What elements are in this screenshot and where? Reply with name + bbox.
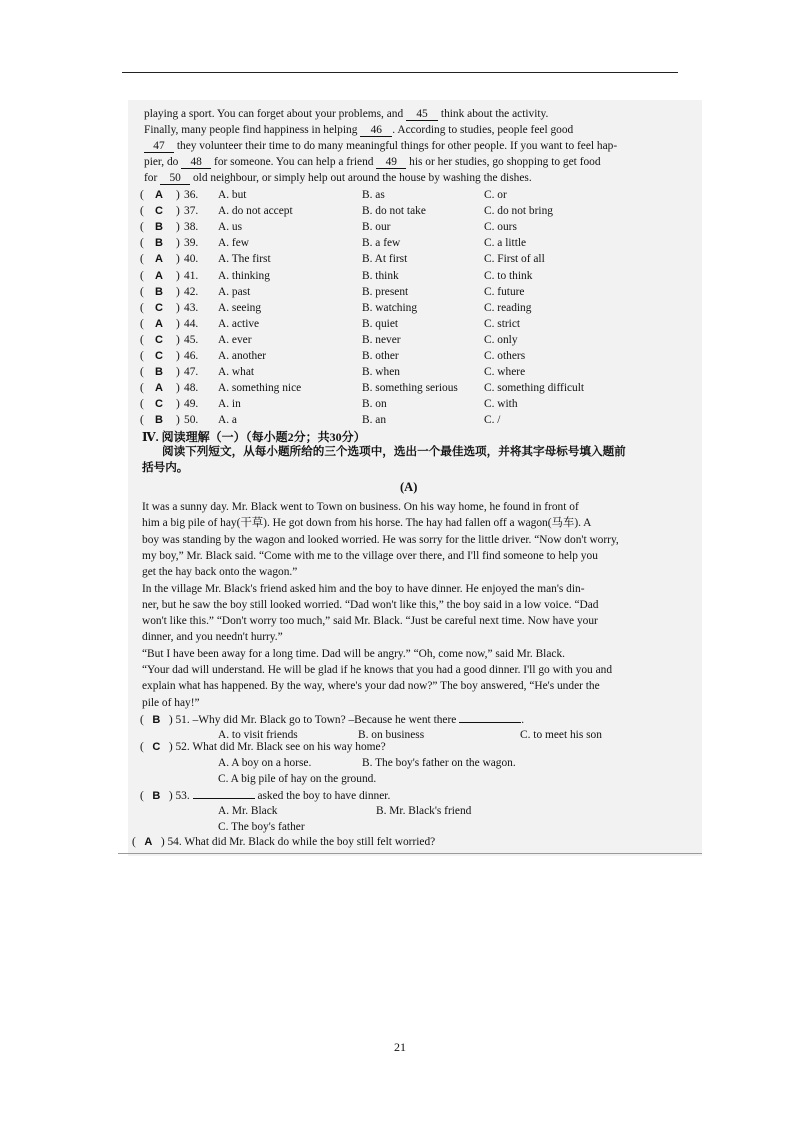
- open-paren: (: [140, 189, 144, 201]
- option-b: B. our: [362, 221, 391, 234]
- answer-letter: A: [144, 836, 153, 848]
- open-paren: (: [132, 836, 145, 848]
- option-b: B. At first: [362, 253, 408, 266]
- answer-letter: C: [155, 350, 163, 362]
- reading-line: It was a sunny day. Mr. Black went to Town on business. On his way home, he found in front of: [142, 501, 579, 513]
- open-paren: (: [140, 221, 144, 234]
- passage-label: (A): [400, 480, 418, 494]
- reading-line: won't like this.” “Don't worry too much,” said Mr. Black. “Just be careful next time. Now have your: [142, 615, 598, 628]
- close-paren: ): [176, 285, 180, 298]
- option-a: A. but: [218, 189, 247, 201]
- option-b: B. other: [362, 350, 399, 362]
- question-number: 47.: [184, 366, 199, 379]
- question-number: 44.: [184, 317, 199, 330]
- blank-46: 46: [360, 124, 392, 137]
- answer-letter: A: [155, 382, 163, 395]
- option-a: A. The first: [218, 253, 271, 266]
- open-paren: (: [140, 317, 144, 330]
- option-a: A. seeing: [218, 301, 262, 314]
- option-b: B. as: [362, 189, 385, 201]
- close-paren: ): [176, 366, 180, 379]
- option-a: A. a: [218, 414, 237, 427]
- open-paren: (: [140, 253, 144, 266]
- question-number: 46.: [184, 350, 199, 362]
- option-c: C. ours: [484, 221, 517, 234]
- option-c: C. First of all: [484, 253, 545, 266]
- close-paren: ): [176, 269, 180, 282]
- option: A. to visit friends: [218, 729, 298, 741]
- option: C. A big pile of hay on the ground.: [218, 773, 377, 785]
- option-a: A. something nice: [218, 382, 302, 395]
- reading-line: boy was standing by the wagon and looked worried. He was sorry for the little driver. “Now don't worry,: [142, 533, 619, 546]
- option-b: B. when: [362, 366, 400, 379]
- option: C. to meet his son: [520, 729, 602, 741]
- question-number: 50.: [184, 414, 199, 427]
- question-stem: 53.: [175, 790, 190, 802]
- answer-letter: B: [155, 414, 163, 427]
- reading-line: get the hay back onto the wagon.”: [142, 566, 298, 579]
- answer-letter: C: [155, 205, 163, 218]
- question-stem: 54. What did Mr. Black do while the boy still felt worried?: [167, 836, 436, 848]
- answer-letter: C: [155, 301, 163, 314]
- option-c: C. or: [484, 189, 507, 201]
- option-a: A. another: [218, 350, 267, 362]
- option: B. Mr. Black's friend: [376, 805, 472, 817]
- question-number: 39.: [184, 237, 199, 250]
- option-b: B. on: [362, 398, 387, 411]
- open-paren: (: [140, 790, 153, 802]
- question-number: 48.: [184, 382, 199, 395]
- reading-line: “Your dad will understand. He will be glad if he knows that you had a good dinner. I'll go with you and: [142, 664, 613, 676]
- blank-47: 47: [144, 140, 174, 153]
- question-number: 45.: [184, 333, 199, 346]
- option-c: C. reading: [484, 301, 532, 314]
- close-paren: ): [152, 836, 168, 848]
- open-paren: (: [140, 237, 144, 250]
- option: A. A boy on a horse.: [218, 757, 312, 769]
- blank-50: 50: [160, 172, 190, 185]
- close-paren: ): [176, 398, 180, 411]
- option-b: B. an: [362, 414, 387, 427]
- close-paren: ): [176, 317, 180, 330]
- answer-letter: C: [152, 741, 161, 753]
- option-c: C. strict: [484, 317, 521, 330]
- reading-line: ner, but he saw the boy still looked worried. “Dad won't like this,” the boy said in a low voice. “Dad: [142, 598, 599, 611]
- instruction-line-1: 阅读下列短文，从每小题所给的三个选项中，选出一个最佳选项，并将其字母标号填入题前: [162, 445, 626, 458]
- close-paren: ): [176, 382, 180, 395]
- passage-line-1: playing a sport. You can forget about your problems, and 45 think about the activity.: [144, 108, 549, 120]
- question-number: 38.: [184, 221, 199, 234]
- question-number: 41.: [184, 269, 199, 282]
- option-c: C. with: [484, 398, 518, 411]
- close-paren: ): [176, 189, 180, 201]
- option-c: C. to think: [484, 269, 533, 282]
- close-paren: ): [176, 350, 180, 362]
- close-paren: ): [176, 253, 180, 266]
- option-c: C. only: [484, 333, 518, 346]
- option-c: C. do not bring: [484, 205, 553, 218]
- option-c: C. something difficult: [484, 382, 585, 395]
- reading-line: pile of hay!”: [142, 696, 200, 709]
- close-paren: ): [176, 205, 180, 218]
- option: B. The boy's father on the wagon.: [362, 757, 516, 769]
- option-a: A. thinking: [218, 269, 270, 282]
- open-paren: (: [140, 366, 144, 379]
- answer-letter: B: [155, 237, 163, 250]
- open-paren: (: [140, 350, 144, 362]
- option-a: A. ever: [218, 333, 252, 346]
- question-number: 49.: [184, 398, 199, 411]
- close-paren: ): [160, 790, 176, 802]
- option-c: C. /: [484, 414, 501, 427]
- passage-line-2: Finally, many people find happiness in helping 46 . According to studies, people feel good: [144, 124, 574, 136]
- option-a: A. what: [218, 366, 255, 379]
- option-a: A. in: [218, 398, 241, 411]
- blank-48: 48: [181, 156, 211, 169]
- question-stem: 52. What did Mr. Black see on his way home?: [175, 741, 386, 753]
- answer-letter: C: [155, 398, 163, 411]
- question-row: ( B ) 51. –Why did Mr. Black go to Town? –Because he went there .: [140, 714, 525, 726]
- option-a: A. few: [218, 237, 249, 250]
- reading-line: him a big pile of hay(干草). He got down from his horse. The hay had fallen off a wagon(马车). A: [142, 517, 592, 530]
- option-b: B. do not take: [362, 205, 426, 218]
- question-number: 42.: [184, 285, 199, 298]
- blank-49: 49: [376, 156, 406, 169]
- option-c: C. a little: [484, 237, 527, 250]
- page-number: 21: [394, 1040, 406, 1054]
- option-b: B. watching: [362, 301, 418, 314]
- close-paren: ): [176, 237, 180, 250]
- answer-letter: A: [155, 253, 163, 266]
- option-b: B. quiet: [362, 317, 399, 330]
- section-title: Ⅳ. 阅读理解（一）（每小题2分；共30分）: [142, 430, 366, 444]
- option: A. Mr. Black: [218, 805, 278, 817]
- close-paren: ): [176, 414, 180, 427]
- reading-line: explain what has happened. By the way, where's your dad now?” The boy answered, “He's under the: [142, 680, 600, 693]
- open-paren: (: [140, 414, 144, 427]
- question-number: 43.: [184, 301, 199, 314]
- open-paren: (: [140, 269, 144, 282]
- open-paren: (: [140, 714, 153, 726]
- option-b: B. something serious: [362, 382, 458, 395]
- reading-line: “But I have been away for a long time. Dad will be angry.” “Oh, come now,” said Mr. Black.: [142, 647, 566, 660]
- open-paren: (: [140, 301, 144, 314]
- reading-line: In the village Mr. Black's friend asked him and the boy to have dinner. He enjoyed the man's din-: [142, 582, 585, 595]
- option-a: A. active: [218, 317, 260, 330]
- option-b: B. never: [362, 333, 401, 346]
- question-number: 40.: [184, 253, 199, 266]
- open-paren: (: [140, 205, 144, 218]
- open-paren: (: [140, 382, 144, 395]
- passage-line-4: pier, do 48 for someone. You can help a friend 49 his or her studies, go shopping to get food: [144, 156, 601, 168]
- open-paren: (: [140, 333, 144, 346]
- question-number: 37.: [184, 205, 199, 218]
- question-row: [140, 740, 386, 754]
- close-paren: ): [176, 221, 180, 234]
- reading-line: my boy,” Mr. Black said. “Come with me to the village over there, and I'll find someone to help you: [142, 549, 598, 562]
- question-stem: 51. –Why did Mr. Black go to Town? –Because he went there: [175, 714, 457, 726]
- answer-letter: B: [152, 714, 161, 726]
- instruction-line-2: 括号内。: [142, 461, 189, 474]
- open-paren: (: [140, 741, 153, 753]
- header-rule: [122, 72, 678, 73]
- option-a: A. past: [218, 285, 251, 298]
- option-a: A. us: [218, 221, 243, 234]
- answer-letter: B: [155, 221, 163, 234]
- answer-letter: C: [155, 333, 163, 346]
- answer-blank: [193, 788, 255, 799]
- close-paren: ): [176, 333, 180, 346]
- option-b: B. think: [362, 269, 399, 282]
- question-row: [132, 835, 435, 849]
- close-paren: ): [160, 741, 176, 753]
- answer-letter: A: [155, 317, 163, 330]
- option-a: A. do not accept: [218, 205, 293, 218]
- option: B. on business: [358, 729, 425, 741]
- answer-letter: A: [155, 269, 163, 282]
- option-b: B. present: [362, 285, 409, 298]
- close-paren: ): [176, 301, 180, 314]
- question-stem-continued: asked the boy to have dinner.: [254, 790, 391, 802]
- open-paren: (: [140, 398, 144, 411]
- answer-letter: A: [155, 189, 163, 201]
- answer-letter: B: [155, 285, 163, 298]
- close-paren: ): [160, 714, 176, 726]
- answer-blank: [459, 712, 521, 723]
- open-paren: (: [140, 285, 144, 298]
- option-c: C. others: [484, 350, 526, 362]
- answer-letter: B: [152, 790, 161, 802]
- scan-bottom-edge: [118, 853, 702, 854]
- option-c: C. future: [484, 285, 525, 298]
- question-number: 36.: [184, 189, 199, 201]
- scanned-page: [128, 100, 702, 856]
- blank-45: 45: [406, 108, 438, 121]
- reading-line: dinner, and you needn't hurry.”: [142, 631, 283, 644]
- answer-letter: B: [155, 366, 163, 379]
- passage-line-3: 47 they volunteer their time to do many meaningful things for other people. If you want to feel hap-: [144, 139, 617, 153]
- option-b: B. a few: [362, 237, 401, 250]
- option-c: C. where: [484, 366, 526, 379]
- option: C. The boy's father: [218, 821, 305, 833]
- question-row: [140, 788, 390, 803]
- passage-line-5: for 50 old neighbour, or simply help out around the house by washing the dishes.: [144, 172, 532, 184]
